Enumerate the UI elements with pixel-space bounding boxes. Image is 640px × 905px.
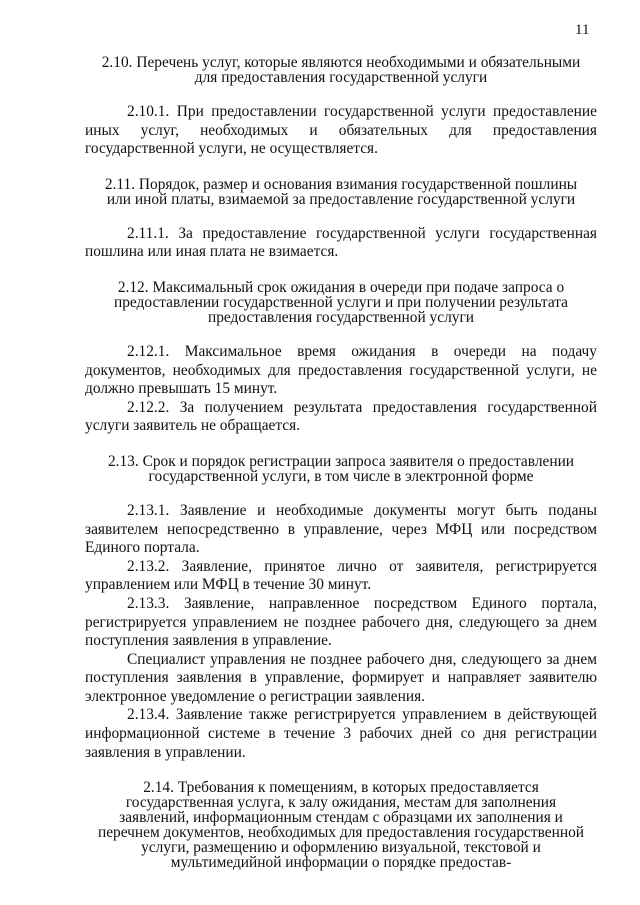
page-number: 11 (575, 22, 590, 38)
paragraph-2-13-3: 2.13.3. Заявление, направленное посредством Единого портала, регистрируется управлением не позднее рабочего дня, следующего за днем поступления заявления в управление. (85, 594, 597, 650)
paragraph-2-10-1: 2.10.1. При предоставлении государственной услуги предоставление иных услуг, необходимых и обязательных для предоставления государственной услуги, не осуществляется. (85, 103, 597, 158)
section-heading-2-14: 2.14. Требования к помещениям, в которых предоставляется государственная услуга, к залу ожидания, местам для заполнения заявлений, информационным стендам с образцами их заполнения и перечнем документов, необходимых для предоставления государственной услуги, размещению и оформлению визуальной, текстовой и мультимедийной информации о порядке предостав- (97, 779, 585, 872)
section-heading-2-13: 2.13. Срок и порядок регистрации запроса заявителя о предоставлении государственной услуги, в том числе в электронной форме (107, 452, 575, 485)
section-heading-2-10: 2.10. Перечень услуг, которые являются необходимыми и обязательными для предоставления государственной услуги (101, 54, 581, 86)
paragraph-specialist: Специалист управления не позднее рабочего дня, следующего за днем поступления заявления в управление, формирует и направляет заявителю электронное уведомление о регистрации заявления. (85, 650, 597, 705)
document-body (85, 55, 597, 870)
paragraph-2-11-1: 2.11.1. За предоставление государственной услуги государственная пошлина или иная плата не взимается. (85, 224, 597, 261)
paragraph-2-13-2: 2.13.2. Заявление, принятое лично от заявителя, регистрируется управлением или МФЦ в течение 30 минут. (85, 557, 597, 594)
paragraph-2-13-4: 2.13.4. Заявление также регистрируется управлением в действующей информационной системе в течение 3 рабочих дней со дня регистрации заявления в управлении. (85, 706, 597, 761)
section-heading-2-11: 2.11. Порядок, размер и основания взимания государственной пошлины или иной платы, взимаемой за предоставление государственной услуги (104, 175, 578, 208)
paragraph-2-13-1: 2.13.1. Заявление и необходимые документы могут быть поданы заявителем непосредственно в управление, через МФЦ или посредством Единого портала. (85, 501, 597, 557)
paragraph-2-12-2: 2.12.2. За получением результата предоставления государственной услуги заявитель не обращается. (85, 398, 597, 435)
section-heading-2-12: 2.12. Максимальный срок ожидания в очереди при подаче запроса о предоставлении государственной услуги и при получении результата предоставления государственной услуги (113, 278, 569, 326)
paragraph-2-12-1: 2.12.1. Максимальное время ожидания в очереди на подачу документов, необходимых для предоставления государственной услуги, не должно превышать 15 минут. (85, 342, 597, 398)
